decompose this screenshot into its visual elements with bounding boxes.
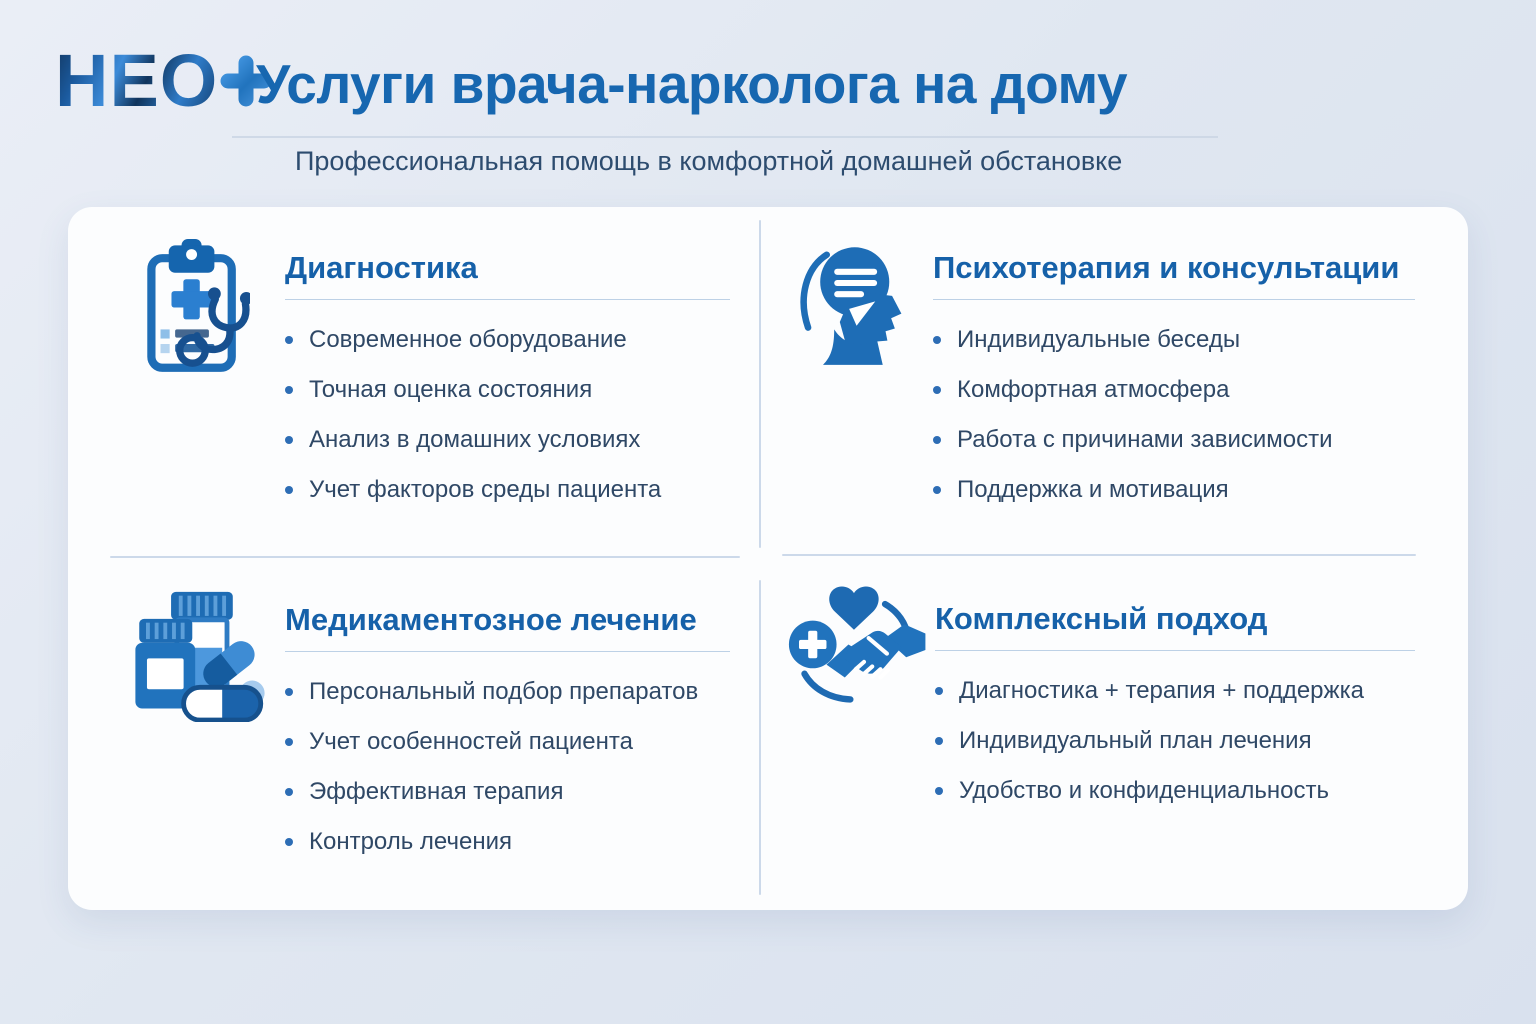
head-speech-bubble-icon <box>795 235 907 385</box>
bullet-dot <box>935 787 943 795</box>
bullet-text: Поддержка и мотивация <box>957 476 1229 503</box>
services-card <box>68 207 1468 910</box>
bullet-dot <box>285 738 293 746</box>
bullet-dot <box>285 386 293 394</box>
bullet-dot <box>935 687 943 695</box>
section-bullet-list <box>285 325 730 504</box>
bullet-dot <box>285 336 293 344</box>
list-item <box>935 676 1415 705</box>
bullet-dot <box>285 436 293 444</box>
bullet-dot <box>933 436 941 444</box>
list-item <box>285 475 730 504</box>
bullet-dot <box>935 737 943 745</box>
bullet-text: Эффективная терапия <box>309 778 564 805</box>
list-item <box>285 827 730 856</box>
bullet-text: Работа с причинами зависимости <box>957 426 1333 453</box>
section-title: Диагностика <box>285 250 730 300</box>
list-item <box>933 475 1415 504</box>
section-title: Психотерапия и консультации <box>933 250 1415 300</box>
bullet-text: Диагностика + терапия + поддержка <box>959 677 1364 704</box>
bullet-text: Учет особенностей пациента <box>309 728 633 755</box>
bullet-text: Индивидуальные беседы <box>957 326 1241 353</box>
page-title: Услуги врача-нарколога на дому <box>256 53 1128 115</box>
medicine-pills-icon <box>132 587 268 727</box>
section-bullet-list <box>285 677 730 856</box>
list-item <box>285 677 730 706</box>
bullet-text: Удобство и конфиденциальность <box>959 777 1329 804</box>
bullet-dot <box>285 838 293 846</box>
bullet-text: Комфортная атмосфера <box>957 376 1230 403</box>
title-divider <box>232 136 1218 138</box>
list-item <box>285 727 730 756</box>
heart-handshake-cross-icon <box>788 579 930 714</box>
page-subtitle: Профессиональная помощь в комфортной домашней обстановке <box>295 146 1123 176</box>
list-item <box>935 726 1415 755</box>
bullet-text: Современное оборудование <box>309 326 627 353</box>
bullet-text: Анализ в домашних условиях <box>309 426 641 453</box>
list-item <box>285 777 730 806</box>
section-psychotherapy <box>760 207 1468 557</box>
bullet-text: Контроль лечения <box>309 828 512 855</box>
list-item <box>285 425 730 454</box>
list-item <box>933 375 1415 404</box>
bullet-dot <box>285 486 293 494</box>
section-complex-approach <box>760 557 1468 910</box>
brand-logo <box>55 39 272 122</box>
section-bullet-list <box>933 325 1415 504</box>
bullet-text: Точная оценка состояния <box>309 376 593 403</box>
list-item <box>935 776 1415 805</box>
section-bullet-list <box>935 676 1415 805</box>
bullet-text: Учет факторов среды пациента <box>309 476 662 503</box>
list-item <box>933 425 1415 454</box>
section-title: Комплексный подход <box>935 601 1415 651</box>
section-title: Медикаментозное лечение <box>285 602 730 652</box>
clipboard-stethoscope-icon <box>145 235 250 385</box>
list-item <box>285 375 730 404</box>
bullet-dot <box>933 386 941 394</box>
bullet-dot <box>933 336 941 344</box>
bullet-text: Персональный подбор препаратов <box>309 678 699 705</box>
section-medication <box>68 557 760 910</box>
bullet-dot <box>285 788 293 796</box>
list-item <box>285 325 730 354</box>
logo-text: НЕО <box>55 39 219 122</box>
bullet-dot <box>285 688 293 696</box>
section-diagnostics <box>68 207 760 557</box>
bullet-text: Индивидуальный план лечения <box>959 727 1312 754</box>
list-item <box>933 325 1415 354</box>
bullet-dot <box>933 486 941 494</box>
